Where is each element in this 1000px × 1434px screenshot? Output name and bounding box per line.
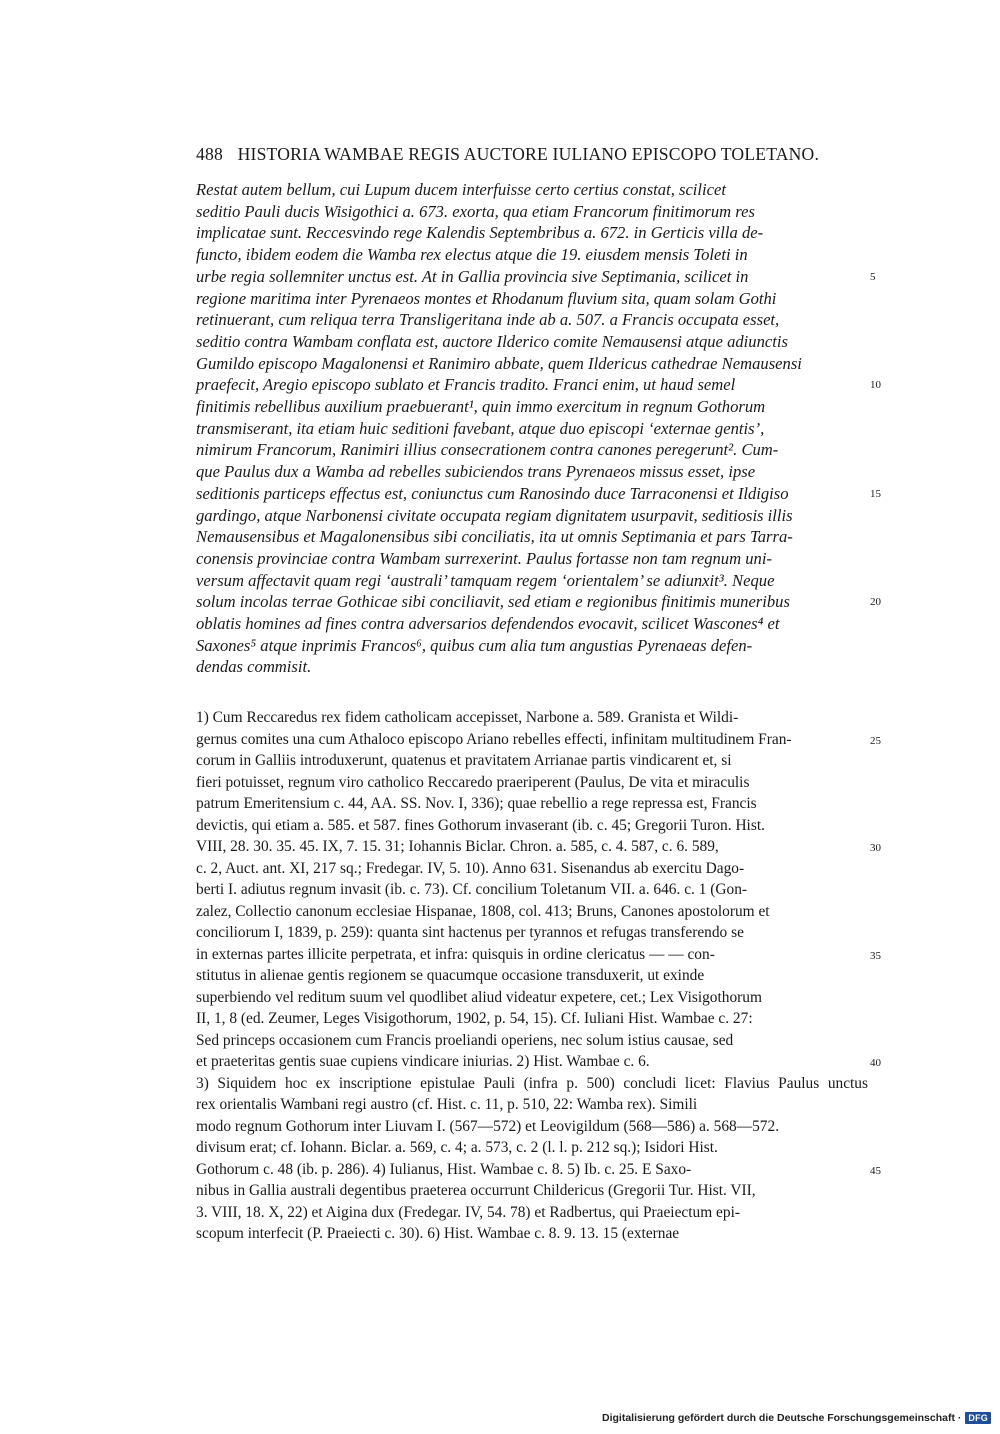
note-line: nibus in Gallia australi degentibus praeterea occurrunt Childericus (Gregorii Tur. Hist. VII, [196, 1182, 756, 1199]
main-line: regione maritima inter Pyrenaeos montes et Rhodanum fluvium sita, quam solam Gothi [196, 288, 777, 308]
note-line: scopum interfecit (P. Praeiecti c. 30). 6) Hist. Wambae c. 8. 9. 13. 15 (externae [196, 1225, 680, 1242]
main-line: Saxones⁵ atque inprimis Francos⁶, quibus cum alia tum angustias Pyrenaeas defen- [196, 635, 753, 655]
line-number: 10 [870, 379, 881, 392]
running-title: HISTORIA WAMBAE REGIS AUCTORE IULIANO EPISCOPO TOLETANO. [237, 144, 820, 164]
note-line: c. 2, Auct. ant. XI, 217 sq.; Fredegar. IV, 5. 10). Anno 631. Sisenandus ab exercitu Dago- [196, 859, 745, 877]
main-line: seditio contra Wambam conflata est, auctore Ilderico comite Nemausensi atque adiunctis [196, 331, 788, 351]
main-line: retinuerant, cum reliqua terra Transligeritana inde ab a. 507. a Francis occupata esset, [196, 310, 780, 330]
note-line: gernus comites una cum Athaloco episcopo Ariano rebelles effecti, infinitam multitudinem Fran- [196, 730, 792, 748]
main-line: nimirum Francorum, Ranimiri illius consecrationem contra canones peregerunt². Cum- [196, 440, 779, 460]
note-line: devictis, qui etiam a. 585. et 587. fines Gothorum invaserant (ib. c. 45; Gregorii Turon. Hist. [196, 816, 765, 834]
main-line: que Paulus dux a Wamba ad rebelles subiciendos trans Pyrenaeos missus esset, ipse [196, 462, 756, 482]
line-number: 40 [870, 1057, 881, 1069]
main-line: solum incolas terrae Gothicae sibi conciliavit, sed etiam e regionibus finitimis muneribus [196, 592, 790, 612]
line-number: 35 [870, 949, 881, 962]
main-line: oblatis homines ad fines contra adversarios defendendos evocavit, scilicet Wascones⁴ et [196, 614, 780, 633]
line-number: 25 [870, 734, 881, 747]
main-line: functo, ibidem eodem die Wamba rex electus atque die 19. eiusdem mensis Toleti in [196, 245, 748, 265]
note-line: et praeteritas gentis suae cupiens vindicare iniurias. 2) Hist. Wambae c. 6. [196, 1053, 650, 1070]
note-line: conciliorum I, 1839, p. 259): quanta sint hactenus per tyrannos et refugas transferendo se [196, 924, 744, 941]
note-line: fieri potuisset, regnum viro catholico Reccaredo praeriperent (Paulus, De vita et miraculis [196, 773, 750, 791]
digitization-credit [602, 1412, 991, 1424]
main-line: transmiserant, ita etiam huic seditioni favebant, atque duo episcopi ‘externae gentis’, [196, 418, 765, 438]
note-line: berti I. adiutus regnum invasit (ib. c. 73). Cf. concilium Toletanum VII. a. 646. c. 1 (Gon- [196, 881, 748, 898]
footnotes [196, 709, 881, 1249]
note-line: II, 1, 8 (ed. Zeumer, Leges Visigothorum, 1902, p. 54, 15). Cf. Iuliani Hist. Wambae c. 27: [196, 1010, 753, 1027]
note-line: corum in Galliis introduxerunt, quatenus et pravitatem Arrianae partis vindicarent et, si [196, 752, 732, 769]
note-line: zalez, Collectio canonum ecclesiae Hispanae, 1808, col. 413; Bruns, Canones apostolorum et [196, 902, 770, 920]
main-line: seditio Pauli ducis Wisigothici a. 673. exorta, qua etiam Francorum finitimorum res [196, 201, 755, 221]
note-line: divisum erat; cf. Iohann. Biclar. a. 569, c. 4; a. 573, c. 2 (l. l. p. 212 sq.); Isidori Hist. [196, 1139, 718, 1156]
line-number: 5 [870, 270, 876, 283]
page-number: 488 [196, 144, 223, 164]
credit-text: Digitalisierung gefördert durch die Deutsche Forschungsgemeinschaft · [602, 1412, 962, 1424]
main-line: Restat autem bellum, cui Lupum ducem interfuisse certo certius constat, scilicet [196, 180, 726, 199]
note-line: 3) Siquidem hoc ex inscriptione epistulae Pauli (infra p. 500) concludi licet: Flavius Paulus unctus [196, 1074, 868, 1092]
note-line: 3. VIII, 18. X, 22) et Aigina dux (Fredegar. IV, 54. 78) et Radbertus, qui Praeiectum epi- [196, 1203, 740, 1221]
note-line: VIII, 28. 30. 35. 45. IX, 7. 15. 31; Iohannis Biclar. Chron. a. 585, c. 4. 587, c. 6. 589, [196, 838, 719, 855]
main-line: versum affectavit quam regi ‘australi’ tamquam regem ‘orientalem’ se adiunxit³. Neque [196, 570, 775, 590]
main-line: gardingo, atque Narbonensi civitate occupata regiam dignitatem usurpavit, seditiosis illis [196, 505, 793, 525]
line-number: 30 [870, 842, 881, 854]
note-line: modo regnum Gothorum inter Liuvam I. (567—572) et Leovigildum (568—586) a. 568—572. [196, 1117, 780, 1135]
main-line: Nemausensibus et Magalonensibus sibi conciliatis, ita ut omnis Septimania et pars Tarra- [196, 527, 793, 547]
note-line: in externas partes illicite perpetrata, et infra: quisquis in ordine clericatus — — con- [196, 945, 715, 963]
note-line: rex orientalis Wambani regi austro (cf. Hist. c. 11, p. 510, 22: Wamba rex). Simili [196, 1096, 698, 1113]
running-header [196, 144, 819, 165]
note-line: 1) Cum Reccaredus rex fidem catholicam accepisset, Narbone a. 589. Granista et Wildi- [196, 709, 739, 726]
main-line: conensis provinciae contra Wambam surrexerint. Paulus fortasse non tam regnum uni- [196, 548, 772, 568]
main-line: Gumildo episcopo Magalonensi et Ranimiro abbate, quem Ildericus cathedrae Nemausensi [196, 353, 802, 373]
main-line: dendas commisit. [196, 657, 312, 677]
line-number: 15 [870, 487, 881, 500]
main-line: urbe regia sollemniter unctus est. At in Gallia provincia sive Septimania, scilicet in [196, 266, 749, 286]
main-line: praefecit, Aregio episcopo sublato et Francis tradito. Franci enim, ut haud semel [196, 375, 736, 395]
note-line: stitutus in alienae gentis regionem se quacumque occasione transduxerit, ut exinde [196, 967, 705, 984]
dfg-logo: DFG [965, 1412, 991, 1424]
note-line: Gothorum c. 48 (ib. p. 286). 4) Iulianus, Hist. Wambae c. 8. 5) Ib. c. 25. E Saxo- [196, 1160, 692, 1178]
main-line: implicatae sunt. Reccesvindo rege Kalendis Septembribus a. 672. in Gerticis villa de- [196, 223, 764, 243]
note-line: superbiendo vel reditum suum vel quodlibet aliud videatur expetere, cet.; Lex Visigothorum [196, 988, 762, 1006]
line-number: 20 [870, 596, 881, 609]
line-number: 45 [870, 1164, 881, 1177]
main-text [196, 180, 881, 680]
note-line: Sed princeps occasionem cum Francis proeliandi operiens, nec solum istius causae, sed [196, 1031, 734, 1049]
main-line: seditionis particeps effectus est, coniunctus cum Ranosindo duce Tarraconensi et Ildigiso [196, 483, 789, 503]
note-line: patrum Emeritensium c. 44, AA. SS. Nov. I, 336); quae rebellio a rege repressa est, Francis [196, 795, 757, 812]
main-line: finitimis rebellibus auxilium praebuerant¹, quin immo exercitum in regnum Gothorum [196, 397, 766, 416]
